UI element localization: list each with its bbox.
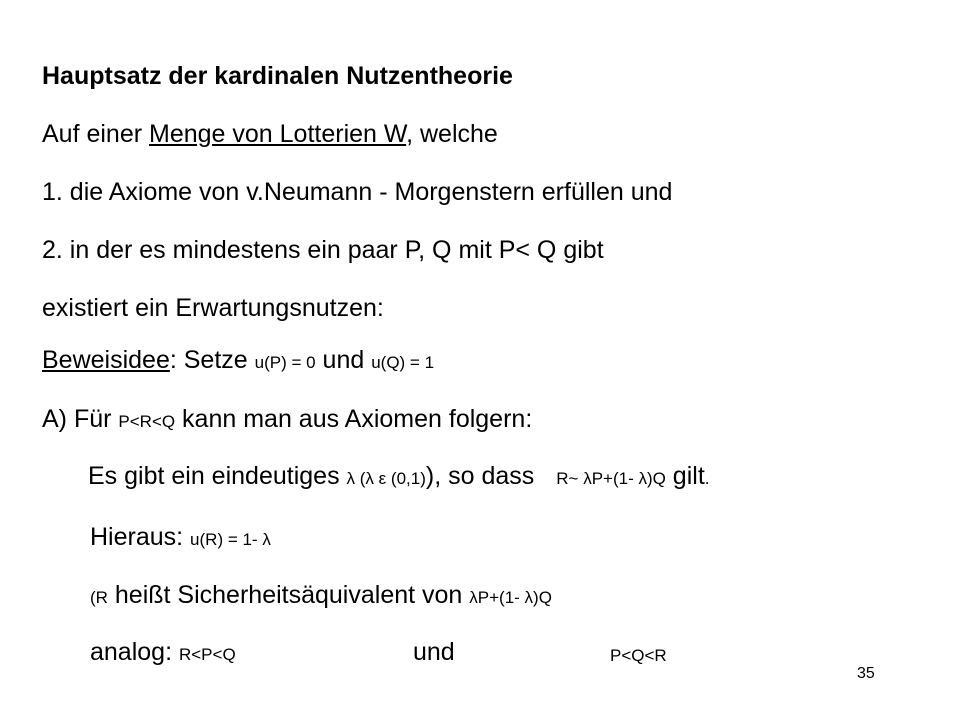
case-a-text2: kann man aus Axiomen folgern:	[175, 405, 533, 433]
hence-math1: u(R) = 1- λ	[190, 530, 271, 549]
proof-idea-line	[42, 345, 434, 378]
unique-lambda-text1: Es gibt ein eindeutiges	[88, 462, 347, 490]
proof-idea-text1: Setze	[176, 346, 255, 374]
unique-lambda-line	[88, 461, 710, 494]
slide-title: Hauptsatz der kardinalen Nutzentheorie	[42, 62, 513, 90]
unique-lambda-text2: ), so dass	[425, 462, 535, 490]
lottery-set-pre: Auf einer	[42, 120, 150, 148]
case-a-line	[42, 404, 532, 437]
analog-math2: P<Q<R	[610, 646, 667, 665]
unique-lambda-math3: .	[704, 469, 710, 488]
proof-idea-math2: u(Q) = 1	[371, 353, 435, 372]
unique-lambda-math2: R~ λP+(1- λ)Q	[556, 469, 666, 488]
case-a-math1: P<R<Q	[118, 412, 176, 431]
certainty-equivalent-math2: λP+(1- λ)Q	[469, 588, 552, 607]
analog-and: und	[413, 638, 455, 666]
conclusion-line: existiert ein Erwartungsnutzen:	[42, 294, 384, 322]
analog-text1: analog:	[90, 638, 179, 666]
proof-idea-text2: und	[315, 346, 372, 374]
analog-line	[90, 637, 236, 670]
hence-line	[90, 522, 271, 555]
proof-idea-colon: :	[169, 346, 177, 374]
lottery-set-post: , welche	[406, 120, 498, 148]
hence-text1: Hieraus:	[90, 523, 191, 551]
certainty-equivalent-line	[90, 580, 552, 613]
condition-pair: 2. in der es mindestens ein paar P, Q mit P< Q gibt	[42, 236, 604, 264]
unique-lambda-text3: gilt	[665, 462, 705, 490]
unique-lambda-math1: λ (λ ε (0,1)	[346, 469, 426, 488]
analog-math1: R<P<Q	[178, 645, 236, 664]
lottery-set-line	[42, 119, 498, 149]
case-a-text1: A) Für	[42, 405, 119, 433]
condition-axioms: 1. die Axiome von v.Neumann - Morgenstern erfüllen und	[42, 178, 673, 206]
certainty-equivalent-math1: (R	[90, 588, 108, 607]
certainty-equivalent-text1: heißt Sicherheitsäquivalent von	[107, 581, 470, 609]
lottery-set-term: Menge von Lotterien W	[149, 120, 407, 148]
proof-idea-label: Beweisidee	[42, 346, 170, 374]
page-number: 35	[857, 665, 875, 682]
proof-idea-math1: u(P) = 0	[254, 353, 316, 372]
